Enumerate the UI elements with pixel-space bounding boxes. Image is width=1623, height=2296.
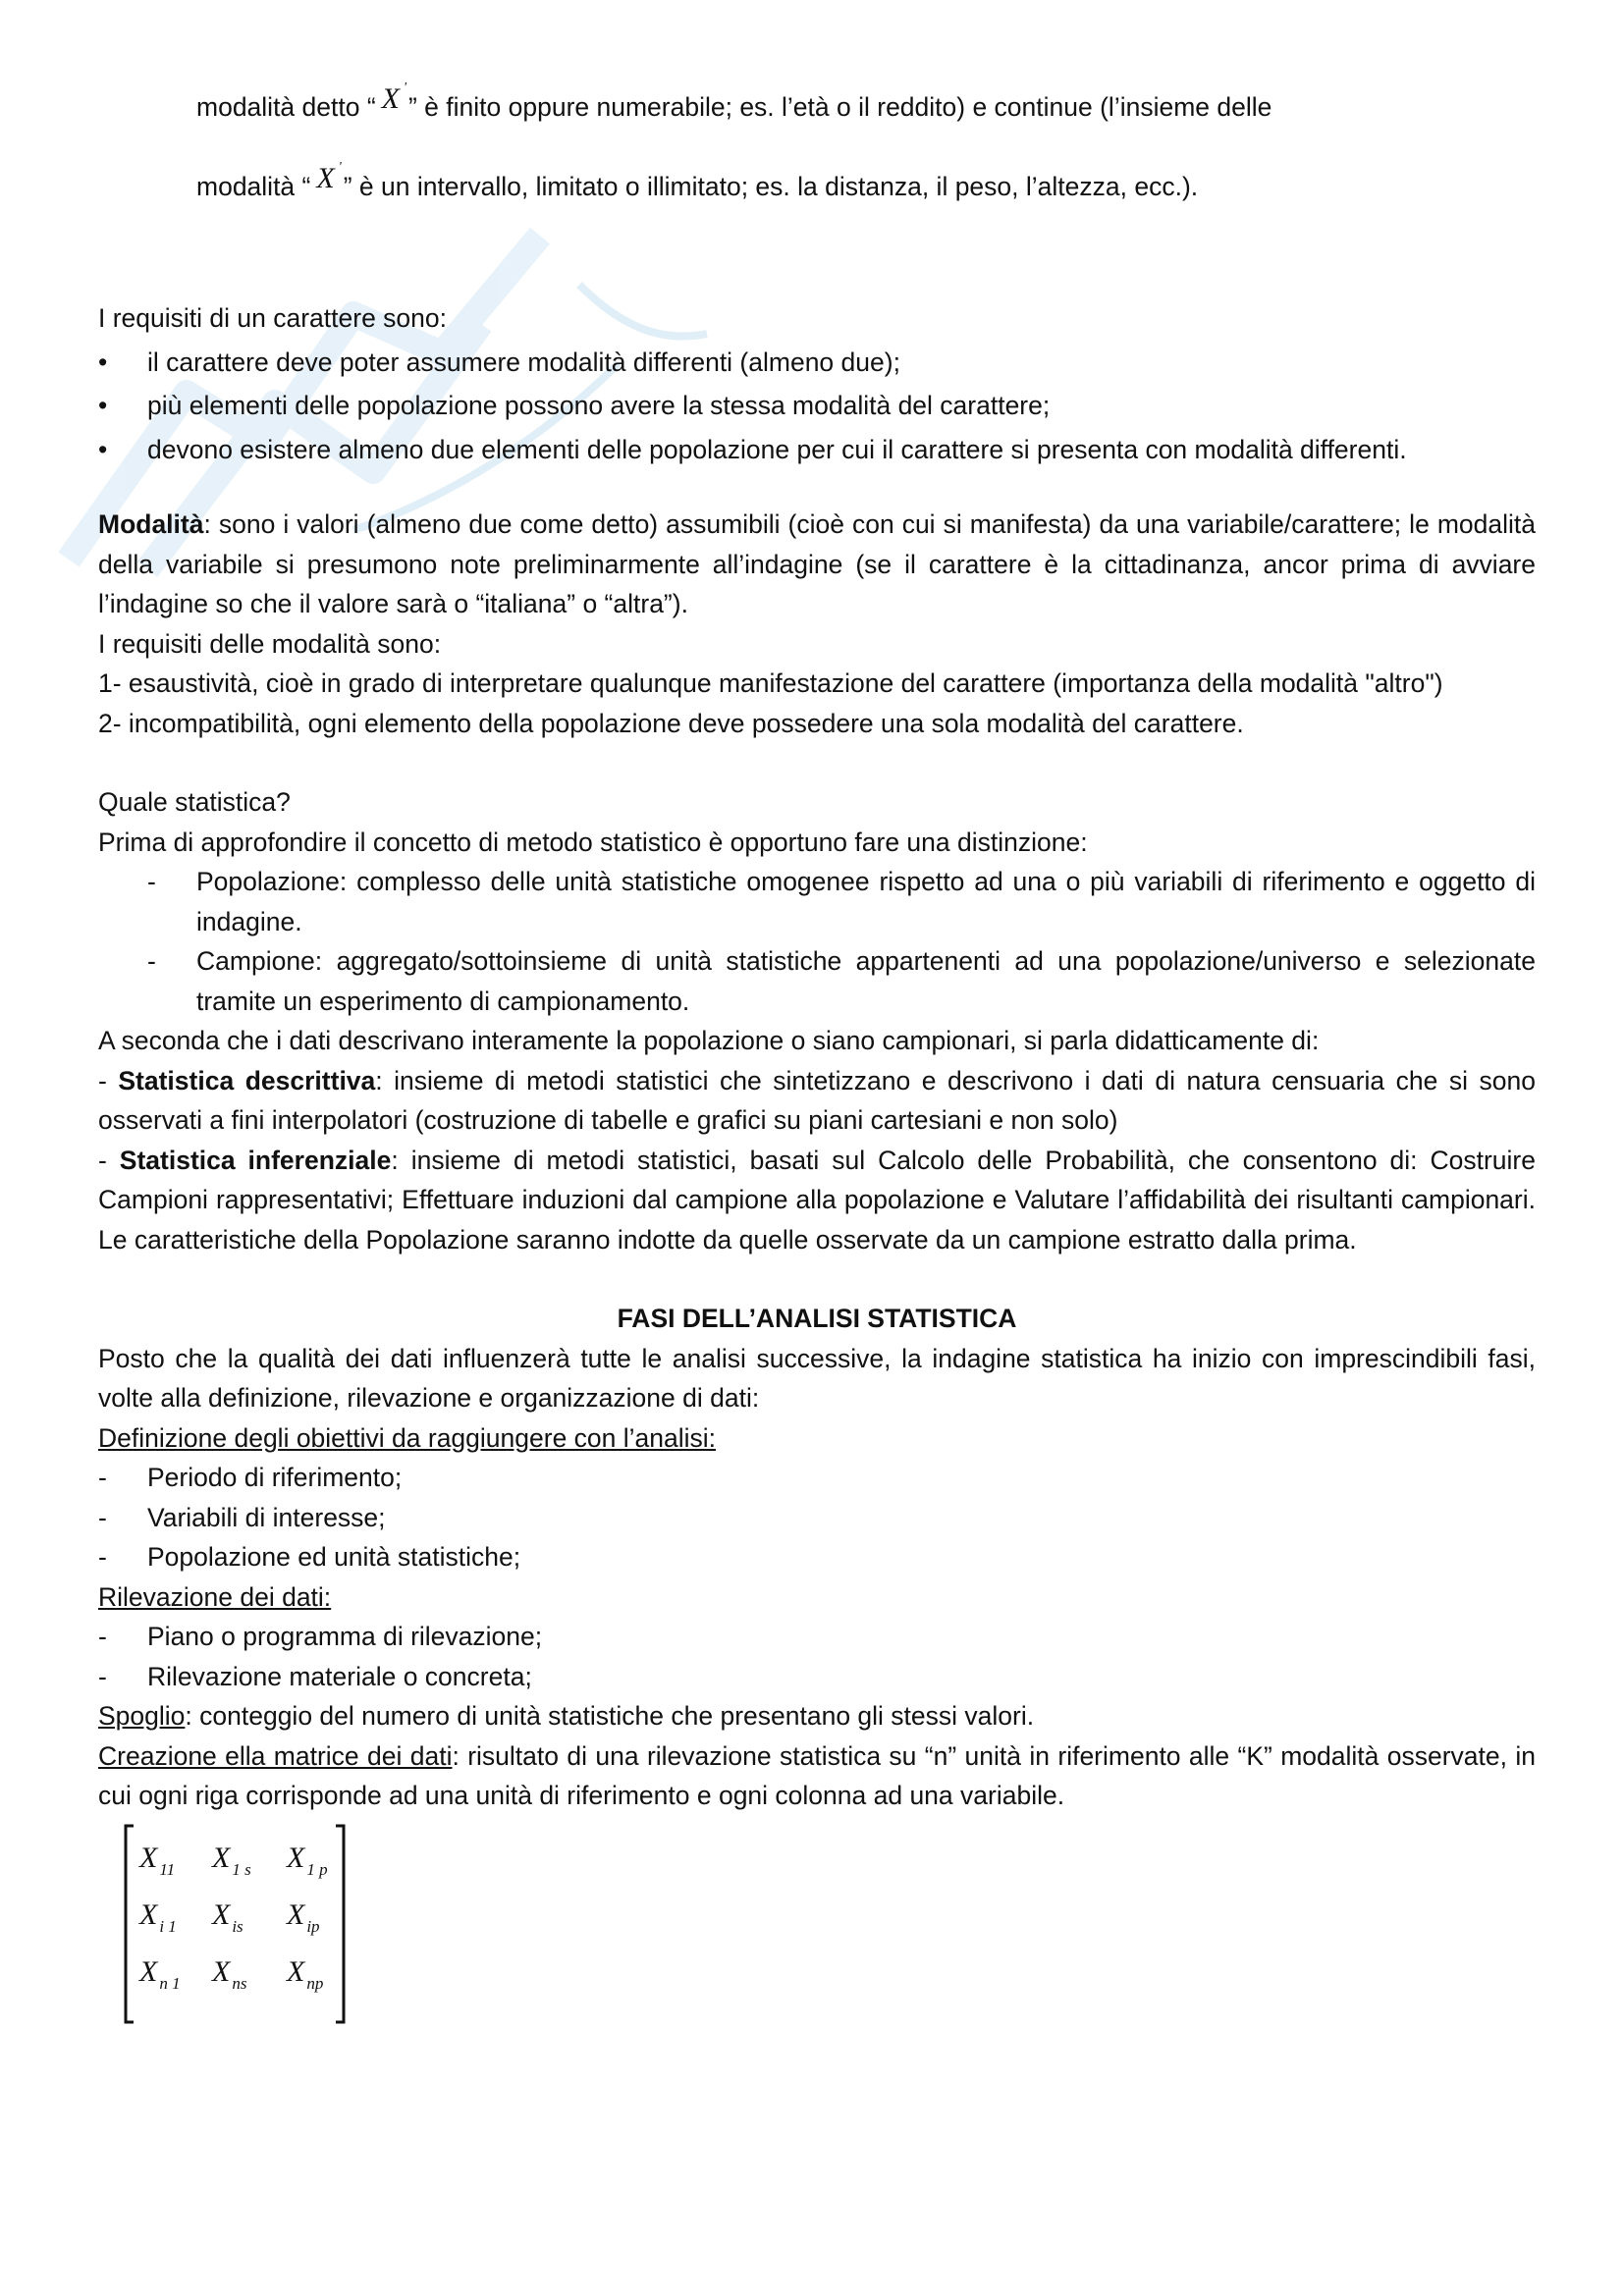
dash-icon: - bbox=[98, 1463, 107, 1492]
list-item: - Rilevazione materiale o concreta; bbox=[98, 1657, 1536, 1697]
symbol-x-prime: X ' bbox=[381, 80, 406, 115]
intro-line-2 bbox=[196, 144, 1536, 224]
dash-icon: - bbox=[98, 1502, 107, 1532]
quale-seconda: A seconda che i dati descrivano interamente la popolazione o siano campionari, si parla didatticamente di: bbox=[98, 1026, 1320, 1055]
matrix-cell: X $_{n 1}$ bbox=[139, 1954, 181, 1993]
requisiti-list bbox=[98, 343, 1536, 470]
bullet-icon: • bbox=[98, 434, 108, 464]
list-item: • più elementi delle popolazione possono avere la stessa modalità del carattere; bbox=[98, 386, 1536, 426]
dash-icon: - bbox=[98, 1661, 107, 1691]
matrix-brackets bbox=[122, 1822, 348, 2026]
list-item: - Piano o programma di rilevazione; bbox=[98, 1617, 1536, 1657]
dash-icon: - bbox=[147, 867, 156, 896]
data-matrix bbox=[122, 1822, 348, 2026]
intro-text: ” è finito oppure numerabile; es. l’età o il reddito) e continue (l’insieme delle bbox=[407, 92, 1272, 122]
bullet-icon: • bbox=[98, 391, 108, 420]
dash-icon: - bbox=[98, 1542, 107, 1572]
ril-list bbox=[98, 1617, 1536, 1696]
list-item: • il carattere deve poter assumere modalità differenti (almeno due); bbox=[98, 343, 1536, 383]
modalita-paragraph: Modalità: sono i valori (almeno due come detto) assumibili (cioè con cui si manifesta) da una variabile/carattere; le modalità della variabile si presumono note preliminarmente all’indagine (se il carattere è la cittadinanza, ancor prima di avviare l’indagine so che il valore sarà o “italiana” o “altra”). bbox=[98, 509, 1536, 618]
spoglio-line: Spoglio: conteggio del numero di unità statistiche che presentano gli stessi valori. bbox=[98, 1701, 1035, 1731]
modalita-req-2: 2- incompatibilità, ogni elemento della popolazione deve possedere una sola modalità del carattere. bbox=[98, 708, 1244, 738]
quale-list bbox=[98, 862, 1536, 1021]
matrix-cell: X $_{11}$ bbox=[139, 1841, 176, 1879]
descrittiva-term: Statistica descrittiva bbox=[118, 1065, 376, 1095]
list-item: • devono esistere almeno due elementi delle popolazione per cui il carattere si presenta con modalità differenti. bbox=[98, 430, 1536, 470]
modalita-term: Modalità bbox=[98, 509, 204, 539]
intro-line-1 bbox=[196, 65, 1536, 144]
statistica-inferenziale: - Statistica inferenziale: insieme di metodi statistici, basati sul Calcolo delle Probabilità, che consentono di: Costruire Campioni rappresentativi; Effettuare induzioni dal campione alla popolazione e Valutare l’affidabilità dei risultanti campionari. Le caratteristiche della Popolazione saranno indotte da quelle osservate da un campione estratto dalla prima. bbox=[98, 1145, 1536, 1255]
matrix-cell: X $_{i 1}$ bbox=[139, 1897, 177, 1936]
matrix-cell: X $_{ip}$ bbox=[287, 1897, 320, 1936]
def-heading: Definizione degli obiettivi da raggiungere con l’analisi: bbox=[98, 1422, 717, 1453]
def-list bbox=[98, 1458, 1536, 1577]
list-item: - Campione: aggregato/sottoinsieme di unità statistiche appartenenti ad una popolazione/universo e selezionate tramite un esperimento di campionamento. bbox=[98, 941, 1536, 1021]
modalita-req-1: 1- esaustività, cioè in grado di interpretare qualunque manifestazione del carattere (importanza della modalità "altro") bbox=[98, 668, 1443, 698]
matrix-cell: X $_{np}$ bbox=[287, 1954, 324, 1993]
matrice-line: Creazione ella matrice dei dati: risultato di una rilevazione statistica su “n” unità in riferimento alle “K” modalità osservate, in cui ogni riga corrisponde ad una unità di riferimento e ogni colonna ad una variabile. bbox=[98, 1740, 1536, 1810]
quale-intro: Prima di approfondire il concetto di metodo statistico è opportuno fare una distinzione: bbox=[98, 827, 1088, 857]
matrix-cell: X $_{ns}$ bbox=[212, 1954, 247, 1993]
list-item: - Popolazione: complesso delle unità statistiche omogenee rispetto ad una o più variabili di riferimento e oggetto di indagine. bbox=[98, 862, 1536, 941]
matrix-cell: X $_{1 p}$ bbox=[287, 1841, 328, 1879]
matrix-cell: X $_{is}$ bbox=[212, 1897, 243, 1936]
statistica-descrittiva: - Statistica descrittiva: insieme di metodi statistici che sintetizzano e descrivono i dati di natura censuaria che si sono osservati a fini interpolatori (costruzione di tabelle e grafici su piani cartesiani e non solo) bbox=[98, 1065, 1536, 1135]
fasi-intro: Posto che la qualità dei dati influenzerà tutte le analisi successive, la indagine statistica ha inizio con imprescindibili fasi, volte alla definizione, rilevazione e organizzazione di dati: bbox=[98, 1343, 1536, 1413]
bullet-icon: • bbox=[98, 347, 108, 377]
intro-text: modalità detto “ bbox=[196, 92, 376, 122]
list-item: - Popolazione ed unità statistiche; bbox=[98, 1537, 1536, 1577]
list-item: - Variabili di interesse; bbox=[98, 1498, 1536, 1538]
list-item: - Periodo di riferimento; bbox=[98, 1458, 1536, 1498]
ril-heading: Rilevazione dei dati: bbox=[98, 1581, 332, 1612]
dash-icon: - bbox=[147, 946, 156, 976]
symbol-x-prime: X ' bbox=[316, 160, 342, 194]
intro-text: ” è un intervallo, limitato o illimitato; es. la distanza, il peso, l’altezza, ecc.). bbox=[343, 172, 1199, 201]
modalita-req-heading: I requisiti delle modalità sono: bbox=[98, 628, 442, 659]
dash-icon: - bbox=[98, 1622, 107, 1651]
document-page bbox=[98, 77, 1536, 2026]
intro-text: modalità “ bbox=[196, 172, 311, 201]
quale-question: Quale statistica? bbox=[98, 787, 291, 817]
inferenziale-term: Statistica inferenziale bbox=[119, 1145, 392, 1175]
requisiti-heading: I requisiti di un carattere sono: bbox=[98, 303, 447, 333]
section-title: FASI DELL’ANALISI STATISTICA bbox=[617, 1304, 1017, 1333]
matrix-cell: X $_{1 s}$ bbox=[212, 1841, 251, 1879]
